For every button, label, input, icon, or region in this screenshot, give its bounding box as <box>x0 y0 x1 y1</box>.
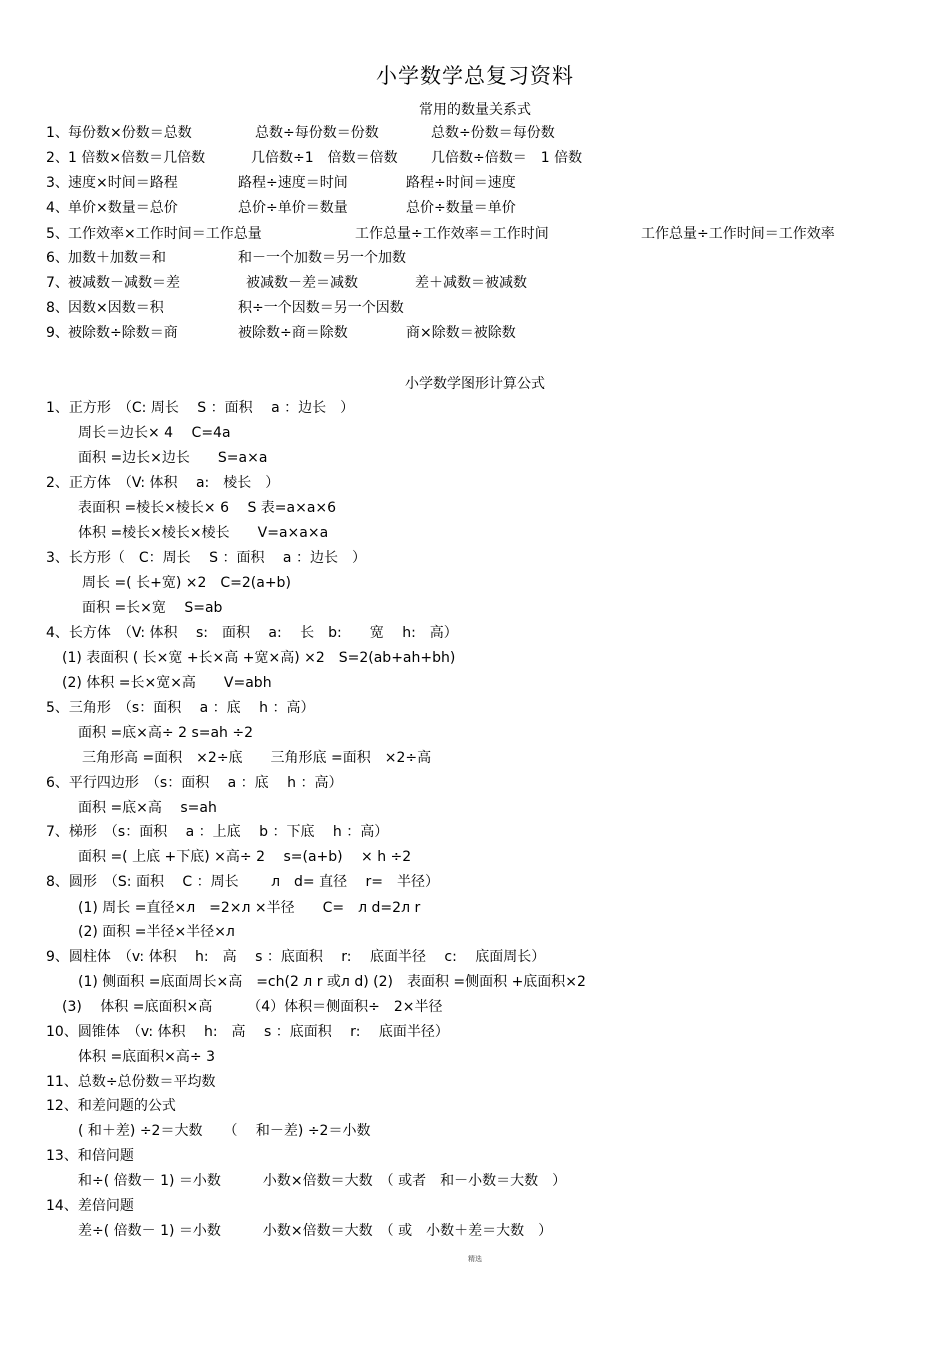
relation-row: 4、 单价×数量＝总价 总价÷单价＝数量 总价÷数量＝单价 <box>46 200 516 216</box>
formula-line: 面积 =长×宽 S=ab <box>82 600 223 616</box>
formula-line: 12、和差问题的公式 <box>46 1098 176 1114</box>
formula-line: 体积 =棱长×棱长×棱长 V=a×a×a <box>78 525 329 541</box>
formula-line: 2、正方体 （V: 体积 a: 棱长 ） <box>46 475 280 491</box>
relation-row: 2、 1 倍数×倍数＝几倍数 几倍数÷1 倍数＝倍数 几倍数÷倍数＝ 1 倍数 <box>46 150 583 166</box>
formula-line: 6、平行四边形 （s：面积 a ：底 h ：高） <box>46 775 343 791</box>
formula-line: 表面积 =棱长×棱长× 6 S 表=a×a×6 <box>78 500 337 516</box>
relation-row: 8、 因数×因数＝积 积÷一个因数＝另一个因数 <box>46 300 404 316</box>
relation-row: 6、 加数＋加数＝和 和－一个加数＝另一个加数 <box>46 250 406 266</box>
formula-line: (2) 面积 =半径×半径×л <box>78 924 235 940</box>
formula-line: ( 和＋差) ÷2＝大数 （ 和－差) ÷2＝小数 <box>78 1123 371 1139</box>
formula-line: 周长＝边长× 4 C=4a <box>78 425 231 441</box>
formula-line: 9、圆柱体 （v: 体积 h: 高 s ：底面积 r: 底面半径 c: 底面周长） <box>46 949 546 965</box>
relation-row: 9、 被除数÷除数＝商 被除数÷商＝除数 商×除数＝被除数 <box>46 325 516 341</box>
section1-heading: 常用的数量关系式 <box>419 102 531 118</box>
formula-line: 1、正方形 （C: 周长 S ：面积 a ：边长 ） <box>46 400 355 416</box>
formula-line: 面积 =( 上底 +下底) ×高÷ 2 s=(a+b) × h ÷2 <box>78 849 412 865</box>
formula-line: 3、长方形（ C：周长 S ：面积 a ：边长 ） <box>46 550 366 566</box>
formula-line: 面积 =边长×边长 S=a×a <box>78 450 268 466</box>
formula-line: 4、长方体 （V: 体积 s: 面积 a: 长 b: 宽 h: 高） <box>46 625 458 641</box>
formula-line: 13、和倍问题 <box>46 1148 134 1164</box>
page-title: 小学数学总复习资料 <box>376 64 574 88</box>
formula-line: 体积 =底面积×高÷ 3 <box>78 1049 215 1065</box>
formula-line: 三角形高 =面积 ×2÷底 三角形底 =面积 ×2÷高 <box>82 750 432 766</box>
formula-line: 7、梯形 （s：面积 a ：上底 b ：下底 h ：高） <box>46 824 389 840</box>
formula-line: 和÷( 倍数－ 1) ＝小数 小数×倍数＝大数 （ 或者 和－小数＝大数 ） <box>78 1173 567 1189</box>
relation-row: 3、 速度×时间＝路程 路程÷速度＝时间 路程÷时间＝速度 <box>46 175 516 191</box>
formula-line: 周长 =( 长+宽) ×2 C=2(a+b) <box>82 575 291 591</box>
formula-line: 差÷( 倍数－ 1) ＝小数 小数×倍数＝大数 （ 或 小数＋差＝大数 ） <box>78 1223 553 1239</box>
footer-label: 精选 <box>468 1255 482 1263</box>
formula-line: 11、总数÷总份数＝平均数 <box>46 1074 216 1090</box>
relation-row: 5、 工作效率×工作时间＝工作总量 工作总量÷工作效率＝工作时间 工作总量÷工作时间＝工作效率 <box>46 226 835 242</box>
relation-row: 1、 每份数×份数＝总数 总数÷每份数＝份数 总数÷份数＝每份数 <box>46 125 555 141</box>
formula-line: (3) 体积 =底面积×高 （4）体积＝侧面积÷ 2×半径 <box>62 999 443 1015</box>
formula-line: (1) 周长 =直径×л =2×л ×半径 C= л d=2л r <box>78 900 421 916</box>
formula-line: (1) 侧面积 =底面周长×高 =ch(2 л r 或л d) (2) 表面积 =侧面积 +底面积×2 <box>78 974 586 990</box>
section2-heading: 小学数学图形计算公式 <box>405 376 545 392</box>
relation-row: 7、 被减数－减数＝差 被减数－差＝减数 差＋减数＝被减数 <box>46 275 527 291</box>
formula-line: 8、圆形 （S: 面积 C ：周长 л d= 直径 r= 半径） <box>46 874 440 890</box>
formula-line: (2) 体积 =长×宽×高 V=abh <box>62 675 272 691</box>
formula-line: 14、差倍问题 <box>46 1198 134 1214</box>
formula-line: (1) 表面积 ( 长×宽 +长×高 +宽×高) ×2 S=2(ab+ah+bh) <box>62 650 456 666</box>
formula-line: 5、三角形 （s：面积 a ：底 h ：高） <box>46 700 315 716</box>
formula-line: 面积 =底×高÷ 2 s=ah ÷2 <box>78 725 254 741</box>
formula-line: 10、圆锥体 （v: 体积 h: 高 s ：底面积 r: 底面半径） <box>46 1024 449 1040</box>
formula-line: 面积 =底×高 s=ah <box>78 800 217 816</box>
